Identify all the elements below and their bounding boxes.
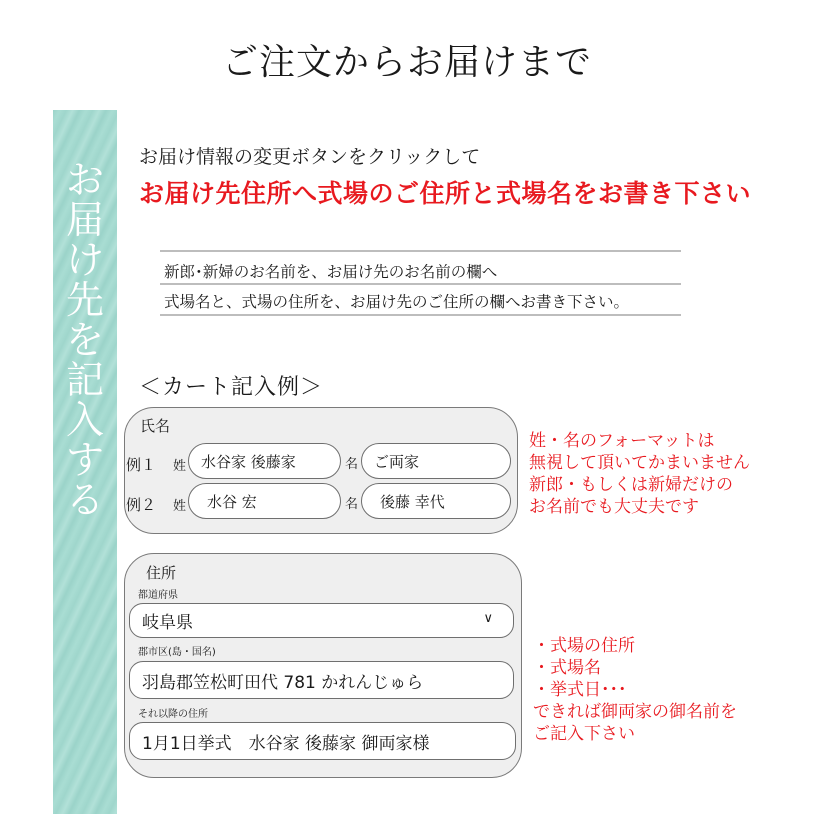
prefecture-select[interactable]: 岐阜県 ∨ [129, 603, 514, 638]
sei-label: 姓 [173, 499, 187, 514]
cart-example-label: ＜カート記入例＞ [139, 375, 324, 400]
city-input[interactable]: 羽島郡笠松町田代 781 かれんじゅら [129, 661, 514, 699]
rest-address-input[interactable]: 1月1日挙式 水谷家 後藤家 御両家様 [129, 722, 516, 760]
page-title: ご注文からお届けまで [221, 42, 592, 83]
mei-input[interactable]: 後藤 幸代 [361, 483, 511, 519]
divider [160, 283, 681, 285]
mei-label: 名 [345, 457, 359, 472]
intro-text: お届け情報の変更ボタンをクリックして [139, 146, 481, 168]
note-line-1: 新郎･新婦のお名前を、お届け先のお名前の欄へ [164, 263, 498, 281]
address-section-title: 住所 [146, 564, 177, 582]
mei-input[interactable]: ご両家 [361, 443, 511, 479]
headline: お届け先住所へ式場のご住所と式場名をお書き下さい [139, 179, 752, 208]
name-section-title: 氏名 [140, 417, 171, 435]
prefecture-label: 都道府県 [138, 590, 178, 601]
mei-label: 名 [345, 497, 359, 512]
name-note: 姓・名のフォーマットは 無視して頂いてかまいません 新郎・もしくは新婦だけの お名前でも大丈夫です [529, 431, 750, 517]
sei-input[interactable]: 水谷家 後藤家 [188, 443, 341, 479]
sei-input[interactable]: 水谷 宏 [188, 483, 341, 519]
note-line-2: 式場名と、式場の住所を、お届け先のご住所の欄へお書き下さい。 [164, 293, 630, 311]
divider [160, 250, 681, 252]
divider [160, 314, 681, 316]
address-note: ・式場の住所 ・式場名 ・挙式日･･･ できれば御両家の御名前を ご記入下さい [533, 636, 737, 744]
city-label: 郡市区(島・国名) [138, 647, 216, 658]
rest-address-label: それ以降の住所 [138, 709, 208, 720]
chevron-down-icon[interactable]: ∨ [483, 611, 493, 626]
sei-label: 姓 [173, 459, 187, 474]
example-2-label: 例２ [126, 496, 157, 514]
example-1-label: 例１ [126, 456, 157, 474]
side-banner-label: お 届 け 先 を 記 入 す る [65, 158, 104, 522]
